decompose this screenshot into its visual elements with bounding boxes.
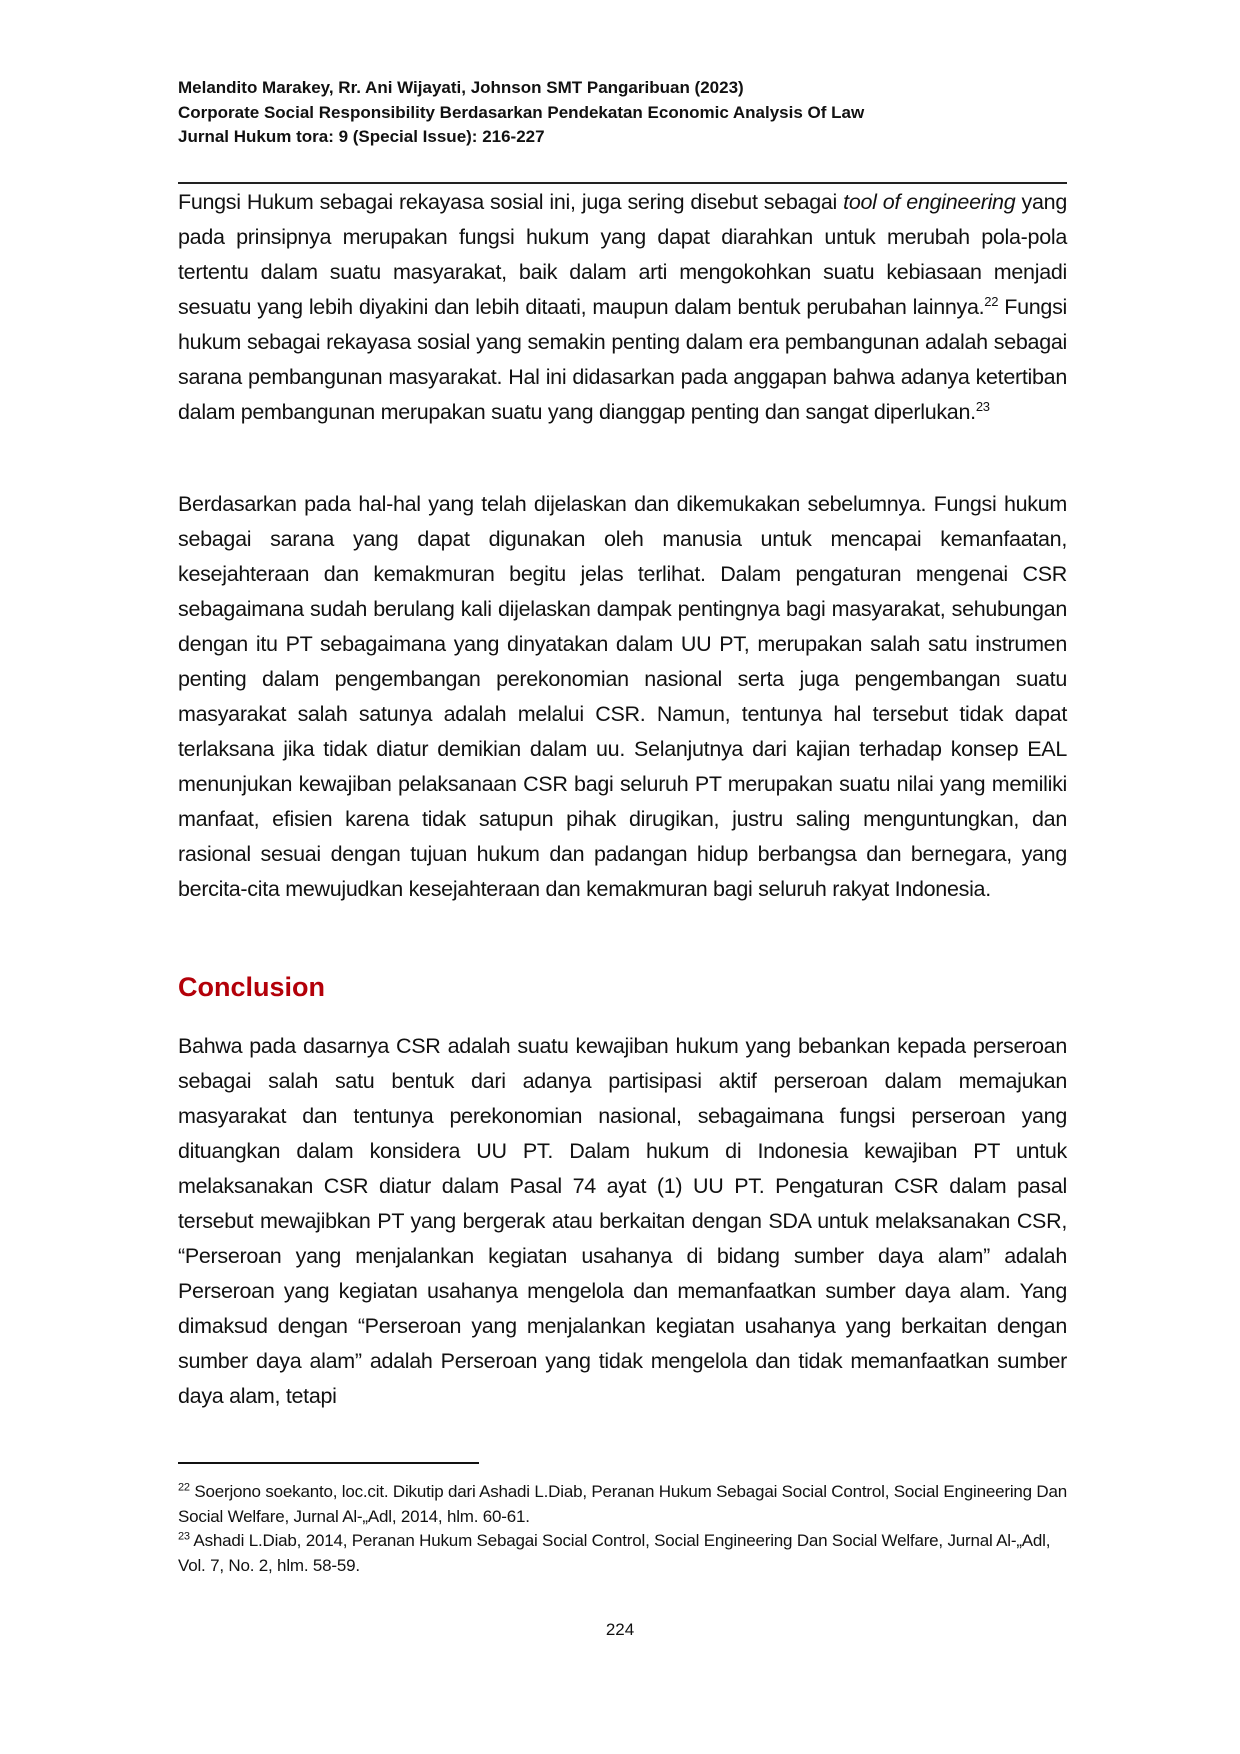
header-authors: Melandito Marakey, Rr. Ani Wijayati, Johnson SMT Pangaribuan (2023) (178, 78, 744, 97)
paragraph-2-text: Berdasarkan pada hal-hal yang telah dijelaskan dan dikemukakan sebelumnya. Fungsi hukum sebagai sarana yang dapat digunakan oleh manusia untuk mencapai kemanfaatan, kesejahteraan dan kemakmuran begitu jelas terlihat. Dalam pengaturan mengenai CSR sebagaimana sudah berulang kali dijelaskan dampak pentingnya bagi masyarakat, sehubungan dengan itu PT sebagaimana yang dinyatakan dalam UU PT, merupakan salah satu instrumen penting dalam pengembangan perekonomian nasional serta juga pengembangan suatu masyarakat salah satunya adalah melalui CSR. Namun, tentunya hal tersebut tidak dapat terlaksana jika tidak diatur demikian dalam uu. Selanjutnya dari kajian terhadap konsep EAL menunjukan kewajiban pelaksanaan CSR bagi seluruh PT merupakan suatu nilai yang memiliki manfaat, efisien karena tidak satupun pihak dirugikan, justru saling menguntungkan, dan rasional sesuai dengan tujuan hukum dan padangan hidup berbangsa dan bernegara, yang bercita-cita mewujudkan kesejahteraan dan kemakmuran bagi seluruh rakyat Indonesia. (178, 492, 1067, 901)
footnote-number: 23 (178, 1530, 190, 1543)
running-header (178, 76, 1078, 150)
paragraph-2 (178, 487, 1067, 907)
footnote-22 (178, 1480, 1067, 1529)
footnote-ref-22[interactable]: 22 (984, 293, 999, 309)
page-number: 224 (605, 1620, 635, 1639)
footnote-ref-23[interactable]: 23 (975, 398, 990, 414)
header-divider (178, 182, 1067, 184)
paragraph-1-text-c: Fungsi hukum sebagai rekayasa sosial yang semakin penting dalam era pembangunan adalah sebagai sarana pembangunan masyarakat. Hal ini didasarkan pada anggapan bahwa adanya ketertiban dalam pembangunan merupakan suatu yang dianggap penting dan sangat diperlukan. (178, 295, 1068, 424)
header-journal-citation: Jurnal Hukum tora: 9 (Special Issue): 216-227 (178, 127, 545, 146)
footnote-divider (178, 1462, 479, 1464)
paragraph-3 (178, 1029, 1067, 1414)
italic-term: tool of engineering (843, 190, 1016, 214)
footnotes (178, 1480, 1067, 1578)
paragraph-3-text: Bahwa pada dasarnya CSR adalah suatu kewajiban hukum yang bebankan kepada perseroan sebagai salah satu bentuk dari adanya partisipasi aktif perseroan dalam memajukan masyarakat dan tentunya perekonomian nasional, sebagaimana fungsi perseroan yang dituangkan dalam konsidera UU PT. Dalam hukum di Indonesia kewajiban PT untuk melaksanakan CSR diatur dalam Pasal 74 ayat (1) UU PT. Pengaturan CSR dalam pasal tersebut mewajibkan PT yang bergerak atau berkaitan dengan SDA untuk melaksanakan CSR, “Perseroan yang menjalankan kegiatan usahanya di bidang sumber daya alam” adalah Perseroan yang kegiatan usahanya mengelola dan memanfaatkan sumber daya alam. Yang dimaksud dengan “Perseroan yang menjalankan kegiatan usahanya yang berkaitan dengan sumber daya alam” adalah Perseroan yang tidak mengelola dan tidak memanfaatkan sumber daya alam, tetapi (178, 1034, 1067, 1408)
conclusion-heading: Conclusion (178, 972, 325, 1002)
footnote-text: Soerjono soekanto, loc.cit. Dikutip dari Ashadi L.Diab, Peranan Hukum Sebagai Social Control, Social Engineering Dan Social Welfare, Jurnal Al-„Adl, 2014, hlm. 60-61. (178, 1482, 1068, 1526)
footnote-number: 22 (178, 1481, 190, 1494)
paragraph-1-text-b: yang pada prinsipnya merupakan fungsi hukum yang dapat diarahkan untuk merubah pola-pola tertentu dalam suatu masyarakat, baik dalam arti mengokohkan suatu kebiasaan menjadi sesuatu yang lebih diyakini dan lebih ditaati, maupun dalam bentuk perubahan lainnya. (178, 190, 1067, 319)
header-article-title: Corporate Social Responsibility Berdasarkan Pendekatan Economic Analysis Of Law (178, 102, 865, 122)
footnote-23 (178, 1529, 1067, 1578)
footnote-text: Ashadi L.Diab, 2014, Peranan Hukum Sebagai Social Control, Social Engineering Dan Social Welfare, Jurnal Al-„Adl, Vol. 7, No. 2, hlm. 58-59. (178, 1531, 1051, 1575)
paragraph-1 (178, 185, 1067, 430)
paragraph-1-text-a: Fungsi Hukum sebagai rekayasa sosial ini, juga sering disebut sebagai (178, 190, 844, 214)
